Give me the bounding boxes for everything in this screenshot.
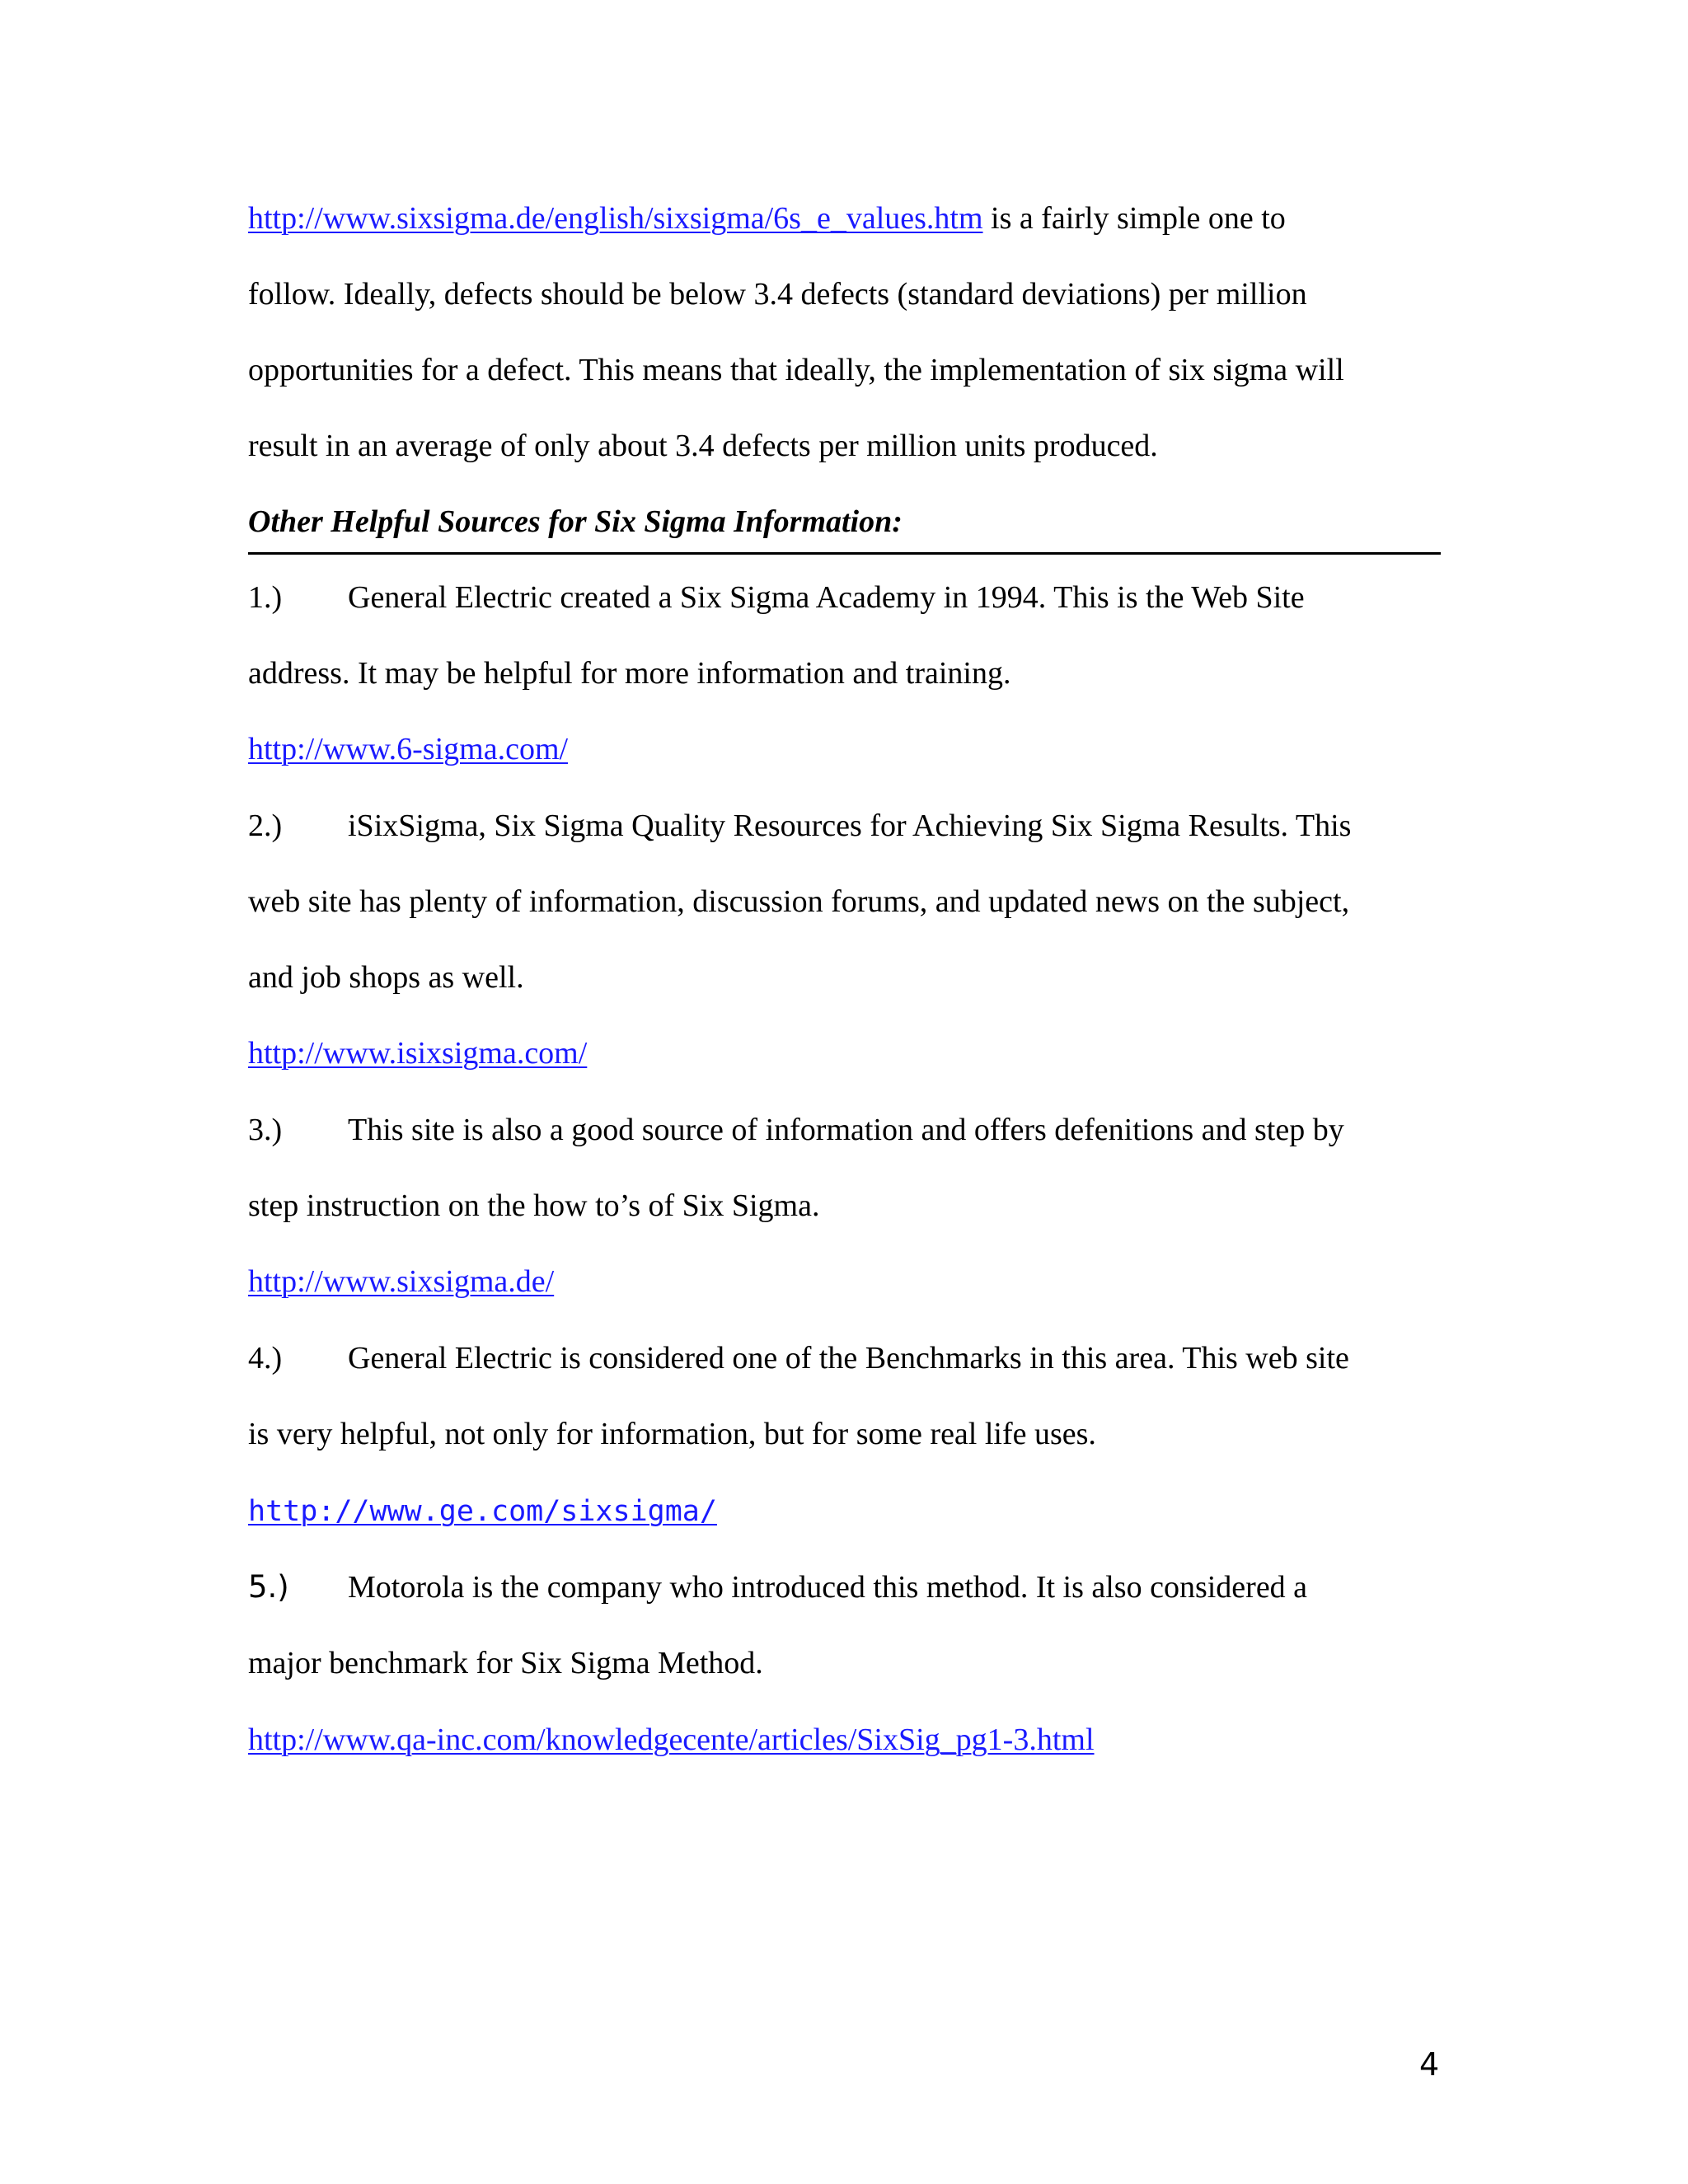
source-4-text-1: General Electric is considered one of the Benchmarks in this area. This web site [348, 1341, 1349, 1376]
source-4-link[interactable]: http://www.ge.com/sixsigma/ [248, 1495, 717, 1528]
intro-line-2: follow. Ideally, defects should be below 3.4 defects (standard deviations) per million [248, 277, 1307, 312]
sixsigma-values-link[interactable]: http://www.sixsigma.de/english/sixsigma/6s_e_values.htm [248, 201, 983, 236]
source-3-link[interactable]: http://www.sixsigma.de/ [248, 1264, 555, 1299]
source-2-link-line [248, 1034, 587, 1072]
source-3-number: 3.) [248, 1113, 283, 1147]
source-1-link-line [248, 730, 568, 768]
source-1-line-1 [248, 579, 1305, 616]
page-number: 4 [1419, 2046, 1440, 2083]
intro-line-1-text: is a fairly simple one to [982, 201, 1286, 236]
source-5-line-2: major benchmark for Six Sigma Method. [248, 1646, 763, 1680]
source-2-line-2: web site has plenty of information, discussion forums, and updated news on the subject, [248, 884, 1350, 919]
source-3-link-line [248, 1263, 554, 1301]
source-1-link[interactable]: http://www.6-sigma.com/ [248, 732, 569, 766]
source-2-number: 2.) [248, 808, 283, 843]
source-2-line-1 [248, 807, 1351, 845]
source-3-line-1 [248, 1111, 1344, 1149]
source-2-link[interactable]: http://www.isixsigma.com/ [248, 1036, 588, 1071]
source-3-line-2: step instruction on the how to’s of Six Sigma. [248, 1188, 820, 1223]
intro-line-1 [248, 199, 1286, 237]
source-5-link[interactable]: http://www.qa-inc.com/knowledgecente/articles/SixSig_pg1-3.html [248, 1722, 1095, 1757]
intro-line-3: opportunities for a defect. This means that ideally, the implementation of six sigma will [248, 353, 1344, 387]
source-4-number: 4.) [248, 1341, 283, 1376]
source-5-text-1: Motorola is the company who introduced this method. It is also considered a [348, 1570, 1308, 1605]
source-3-text-1: This site is also a good source of information and offers defenitions and step by [348, 1113, 1344, 1147]
heading-underline [248, 552, 1441, 555]
source-1-line-2: address. It may be helpful for more information and training. [248, 656, 1011, 691]
source-5-line-1 [248, 1568, 1307, 1606]
source-4-link-line [248, 1492, 717, 1530]
source-5-number: 5.) [248, 1569, 289, 1605]
source-2-text-1: iSixSigma, Six Sigma Quality Resources for Achieving Six Sigma Results. This [348, 808, 1352, 843]
source-1-number: 1.) [248, 580, 283, 615]
intro-line-4: result in an average of only about 3.4 defects per million units produced. [248, 429, 1158, 463]
source-4-line-1 [248, 1339, 1349, 1377]
source-5-link-line [248, 1721, 1095, 1759]
section-heading: Other Helpful Sources for Six Sigma Information: [248, 504, 903, 539]
source-4-line-2: is very helpful, not only for information, but for some real life uses. [248, 1417, 1096, 1451]
source-2-line-3: and job shops as well. [248, 960, 524, 995]
source-1-text-1: General Electric created a Six Sigma Academy in 1994. This is the Web Site [348, 580, 1305, 615]
